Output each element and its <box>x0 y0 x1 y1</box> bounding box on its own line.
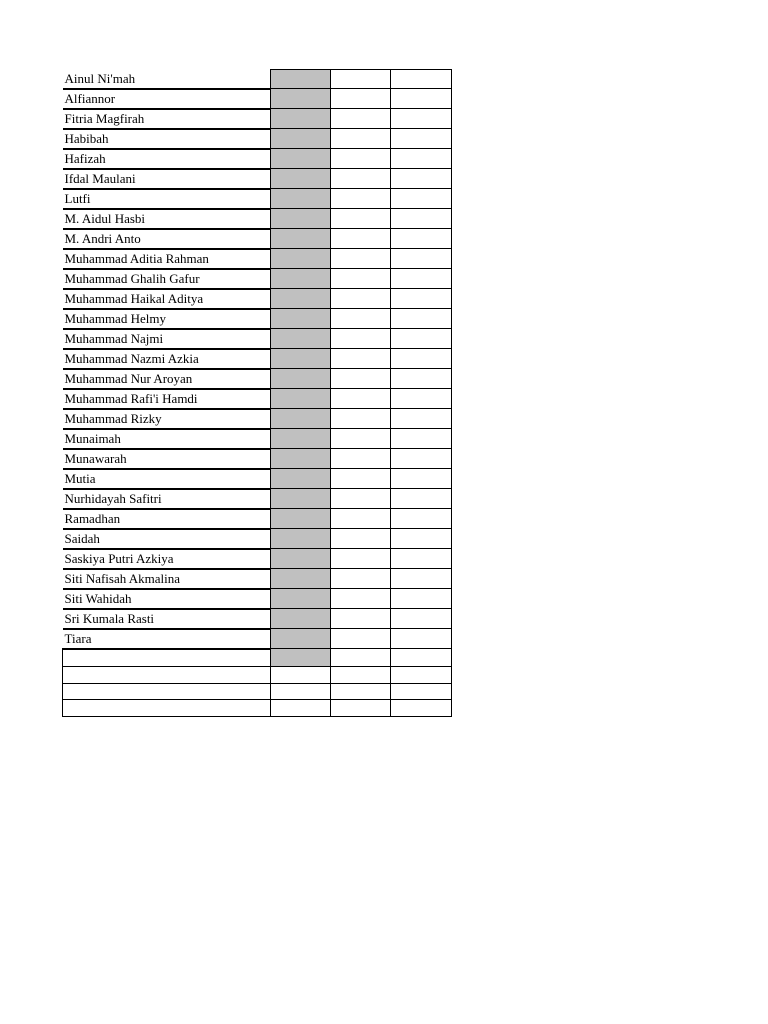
student-name-cell[interactable]: Muhammad Haikal Aditya <box>63 289 271 309</box>
score-cell-3[interactable] <box>391 429 452 449</box>
score-cell-3[interactable] <box>391 349 452 369</box>
score-cell-1[interactable] <box>271 70 331 89</box>
student-name-cell[interactable] <box>63 683 271 700</box>
score-cell-3[interactable] <box>391 409 452 429</box>
score-cell-1[interactable] <box>271 549 331 569</box>
student-name-cell[interactable]: Mutia <box>63 469 271 489</box>
score-cell-1[interactable] <box>271 209 331 229</box>
student-name-cell[interactable]: Siti Wahidah <box>63 589 271 609</box>
score-cell-1[interactable] <box>271 89 331 109</box>
score-cell-2[interactable] <box>331 409 391 429</box>
student-name-cell[interactable]: Nurhidayah Safitri <box>63 489 271 509</box>
table-row <box>63 169 452 189</box>
score-cell-3[interactable] <box>391 149 452 169</box>
score-cell-3[interactable] <box>391 189 452 209</box>
score-cell-2[interactable] <box>331 529 391 549</box>
student-name-cell[interactable] <box>63 700 271 717</box>
table-row <box>63 489 452 509</box>
score-cell-1[interactable] <box>271 249 331 269</box>
score-cell-2[interactable] <box>331 189 391 209</box>
student-name-cell[interactable]: Habibah <box>63 129 271 149</box>
table-row <box>63 189 452 209</box>
score-cell-3[interactable] <box>391 449 452 469</box>
score-cell-2[interactable] <box>331 309 391 329</box>
score-cell-2[interactable] <box>331 249 391 269</box>
student-name-table <box>62 69 452 717</box>
score-cell-3[interactable] <box>391 389 452 409</box>
score-cell-2[interactable] <box>331 229 391 249</box>
student-name-cell[interactable]: Fitria Magfirah <box>63 109 271 129</box>
score-cell-3[interactable] <box>391 249 452 269</box>
score-cell-1[interactable] <box>271 609 331 629</box>
score-cell-2[interactable] <box>331 329 391 349</box>
score-cell-1[interactable] <box>271 449 331 469</box>
table-row <box>63 429 452 449</box>
table-row <box>63 369 452 389</box>
score-cell-1[interactable] <box>271 629 331 649</box>
student-name-cell[interactable]: Hafizah <box>63 149 271 169</box>
student-name-cell[interactable]: M. Andri Anto <box>63 229 271 249</box>
score-cell-2[interactable] <box>331 683 391 700</box>
score-cell-3[interactable] <box>391 169 452 189</box>
table-body <box>63 70 452 717</box>
score-cell-1[interactable] <box>271 429 331 449</box>
score-cell-1[interactable] <box>271 700 331 717</box>
student-name-cell[interactable]: Tiara <box>63 629 271 649</box>
student-name-cell[interactable]: Sri Kumala Rasti <box>63 609 271 629</box>
score-cell-1[interactable] <box>271 683 331 700</box>
table-row <box>63 109 452 129</box>
table-row <box>63 129 452 149</box>
score-cell-2[interactable] <box>331 509 391 529</box>
score-cell-3[interactable] <box>391 469 452 489</box>
score-cell-1[interactable] <box>271 409 331 429</box>
score-cell-3[interactable] <box>391 569 452 589</box>
score-cell-1[interactable] <box>271 349 331 369</box>
score-cell-1[interactable] <box>271 489 331 509</box>
score-cell-3[interactable] <box>391 667 452 684</box>
student-name-cell[interactable]: Muhammad Rafi'i Hamdi <box>63 389 271 409</box>
table-row <box>63 549 452 569</box>
table-row <box>63 469 452 489</box>
table-row <box>63 683 452 700</box>
score-cell-2[interactable] <box>331 469 391 489</box>
student-name-cell[interactable]: Ainul Ni'mah <box>63 70 271 89</box>
table-row <box>63 649 452 667</box>
score-cell-2[interactable] <box>331 169 391 189</box>
score-cell-3[interactable] <box>391 489 452 509</box>
score-cell-1[interactable] <box>271 569 331 589</box>
score-cell-1[interactable] <box>271 369 331 389</box>
student-name-cell[interactable]: Muhammad Rizky <box>63 409 271 429</box>
student-name-cell[interactable]: Ramadhan <box>63 509 271 529</box>
student-name-cell[interactable] <box>63 649 271 667</box>
student-name-cell[interactable]: Muhammad Helmy <box>63 309 271 329</box>
score-cell-1[interactable] <box>271 309 331 329</box>
score-cell-3[interactable] <box>391 229 452 249</box>
score-cell-3[interactable] <box>391 309 452 329</box>
score-cell-2[interactable] <box>331 289 391 309</box>
student-name-cell[interactable]: Alfiannor <box>63 89 271 109</box>
score-cell-3[interactable] <box>391 609 452 629</box>
student-name-cell[interactable]: Saidah <box>63 529 271 549</box>
table-row <box>63 149 452 169</box>
score-cell-1[interactable] <box>271 529 331 549</box>
score-cell-3[interactable] <box>391 529 452 549</box>
score-cell-1[interactable] <box>271 589 331 609</box>
student-name-cell[interactable]: Munawarah <box>63 449 271 469</box>
score-cell-2[interactable] <box>331 129 391 149</box>
score-cell-2[interactable] <box>331 70 391 89</box>
table-row <box>63 529 452 549</box>
student-name-cell[interactable]: Muhammad Aditia Rahman <box>63 249 271 269</box>
score-cell-3[interactable] <box>391 289 452 309</box>
student-name-cell[interactable]: Munaimah <box>63 429 271 449</box>
score-cell-1[interactable] <box>271 149 331 169</box>
score-cell-2[interactable] <box>331 700 391 717</box>
student-name-cell[interactable]: Saskiya Putri Azkiya <box>63 549 271 569</box>
student-name-cell[interactable]: M. Aidul Hasbi <box>63 209 271 229</box>
score-cell-3[interactable] <box>391 269 452 289</box>
score-cell-2[interactable] <box>331 429 391 449</box>
score-cell-2[interactable] <box>331 89 391 109</box>
score-cell-3[interactable] <box>391 109 452 129</box>
table-row <box>63 700 452 717</box>
student-name-cell[interactable]: Muhammad Nur Aroyan <box>63 369 271 389</box>
score-cell-1[interactable] <box>271 509 331 529</box>
score-cell-1[interactable] <box>271 129 331 149</box>
table-row <box>63 589 452 609</box>
score-cell-2[interactable] <box>331 667 391 684</box>
score-cell-2[interactable] <box>331 549 391 569</box>
score-cell-3[interactable] <box>391 209 452 229</box>
score-cell-1[interactable] <box>271 469 331 489</box>
score-cell-1[interactable] <box>271 269 331 289</box>
table-row <box>63 609 452 629</box>
score-cell-2[interactable] <box>331 369 391 389</box>
table-row <box>63 289 452 309</box>
table-row <box>63 249 452 269</box>
score-cell-3[interactable] <box>391 509 452 529</box>
score-cell-1[interactable] <box>271 289 331 309</box>
student-name-cell[interactable]: Ifdal Maulani <box>63 169 271 189</box>
score-cell-2[interactable] <box>331 449 391 469</box>
score-cell-3[interactable] <box>391 129 452 149</box>
score-cell-2[interactable] <box>331 209 391 229</box>
student-name-cell[interactable]: Muhammad Ghalih Gafur <box>63 269 271 289</box>
student-name-cell[interactable]: Muhammad Najmi <box>63 329 271 349</box>
score-cell-2[interactable] <box>331 629 391 649</box>
score-cell-1[interactable] <box>271 649 331 667</box>
score-cell-1[interactable] <box>271 169 331 189</box>
table-row <box>63 89 452 109</box>
table-row <box>63 409 452 429</box>
score-cell-3[interactable] <box>391 589 452 609</box>
score-cell-3[interactable] <box>391 329 452 349</box>
student-name-cell[interactable]: Muhammad Nazmi Azkia <box>63 349 271 369</box>
student-name-cell[interactable]: Siti Nafisah Akmalina <box>63 569 271 589</box>
score-cell-2[interactable] <box>331 349 391 369</box>
score-cell-2[interactable] <box>331 609 391 629</box>
table-row <box>63 569 452 589</box>
table-row <box>63 229 452 249</box>
table-row <box>63 269 452 289</box>
table-row <box>63 449 452 469</box>
table-row <box>63 309 452 329</box>
score-cell-2[interactable] <box>331 389 391 409</box>
score-cell-2[interactable] <box>331 649 391 667</box>
table-row <box>63 629 452 649</box>
student-name-cell[interactable] <box>63 667 271 684</box>
score-cell-1[interactable] <box>271 189 331 209</box>
table-row <box>63 509 452 529</box>
student-name-cell[interactable]: Lutfi <box>63 189 271 209</box>
score-cell-2[interactable] <box>331 569 391 589</box>
score-cell-3[interactable] <box>391 369 452 389</box>
table-row <box>63 667 452 684</box>
score-cell-2[interactable] <box>331 269 391 289</box>
table-row <box>63 389 452 409</box>
score-cell-2[interactable] <box>331 589 391 609</box>
score-cell-2[interactable] <box>331 489 391 509</box>
score-cell-1[interactable] <box>271 667 331 684</box>
score-cell-1[interactable] <box>271 329 331 349</box>
table-row <box>63 329 452 349</box>
score-cell-3[interactable] <box>391 700 452 717</box>
table-row <box>63 70 452 89</box>
score-cell-2[interactable] <box>331 149 391 169</box>
table-row <box>63 209 452 229</box>
score-cell-3[interactable] <box>391 70 452 89</box>
score-cell-2[interactable] <box>331 109 391 129</box>
score-cell-1[interactable] <box>271 229 331 249</box>
score-cell-1[interactable] <box>271 389 331 409</box>
score-cell-3[interactable] <box>391 89 452 109</box>
table-row <box>63 349 452 369</box>
score-cell-3[interactable] <box>391 683 452 700</box>
score-cell-3[interactable] <box>391 549 452 569</box>
score-cell-3[interactable] <box>391 649 452 667</box>
score-cell-3[interactable] <box>391 629 452 649</box>
score-cell-1[interactable] <box>271 109 331 129</box>
